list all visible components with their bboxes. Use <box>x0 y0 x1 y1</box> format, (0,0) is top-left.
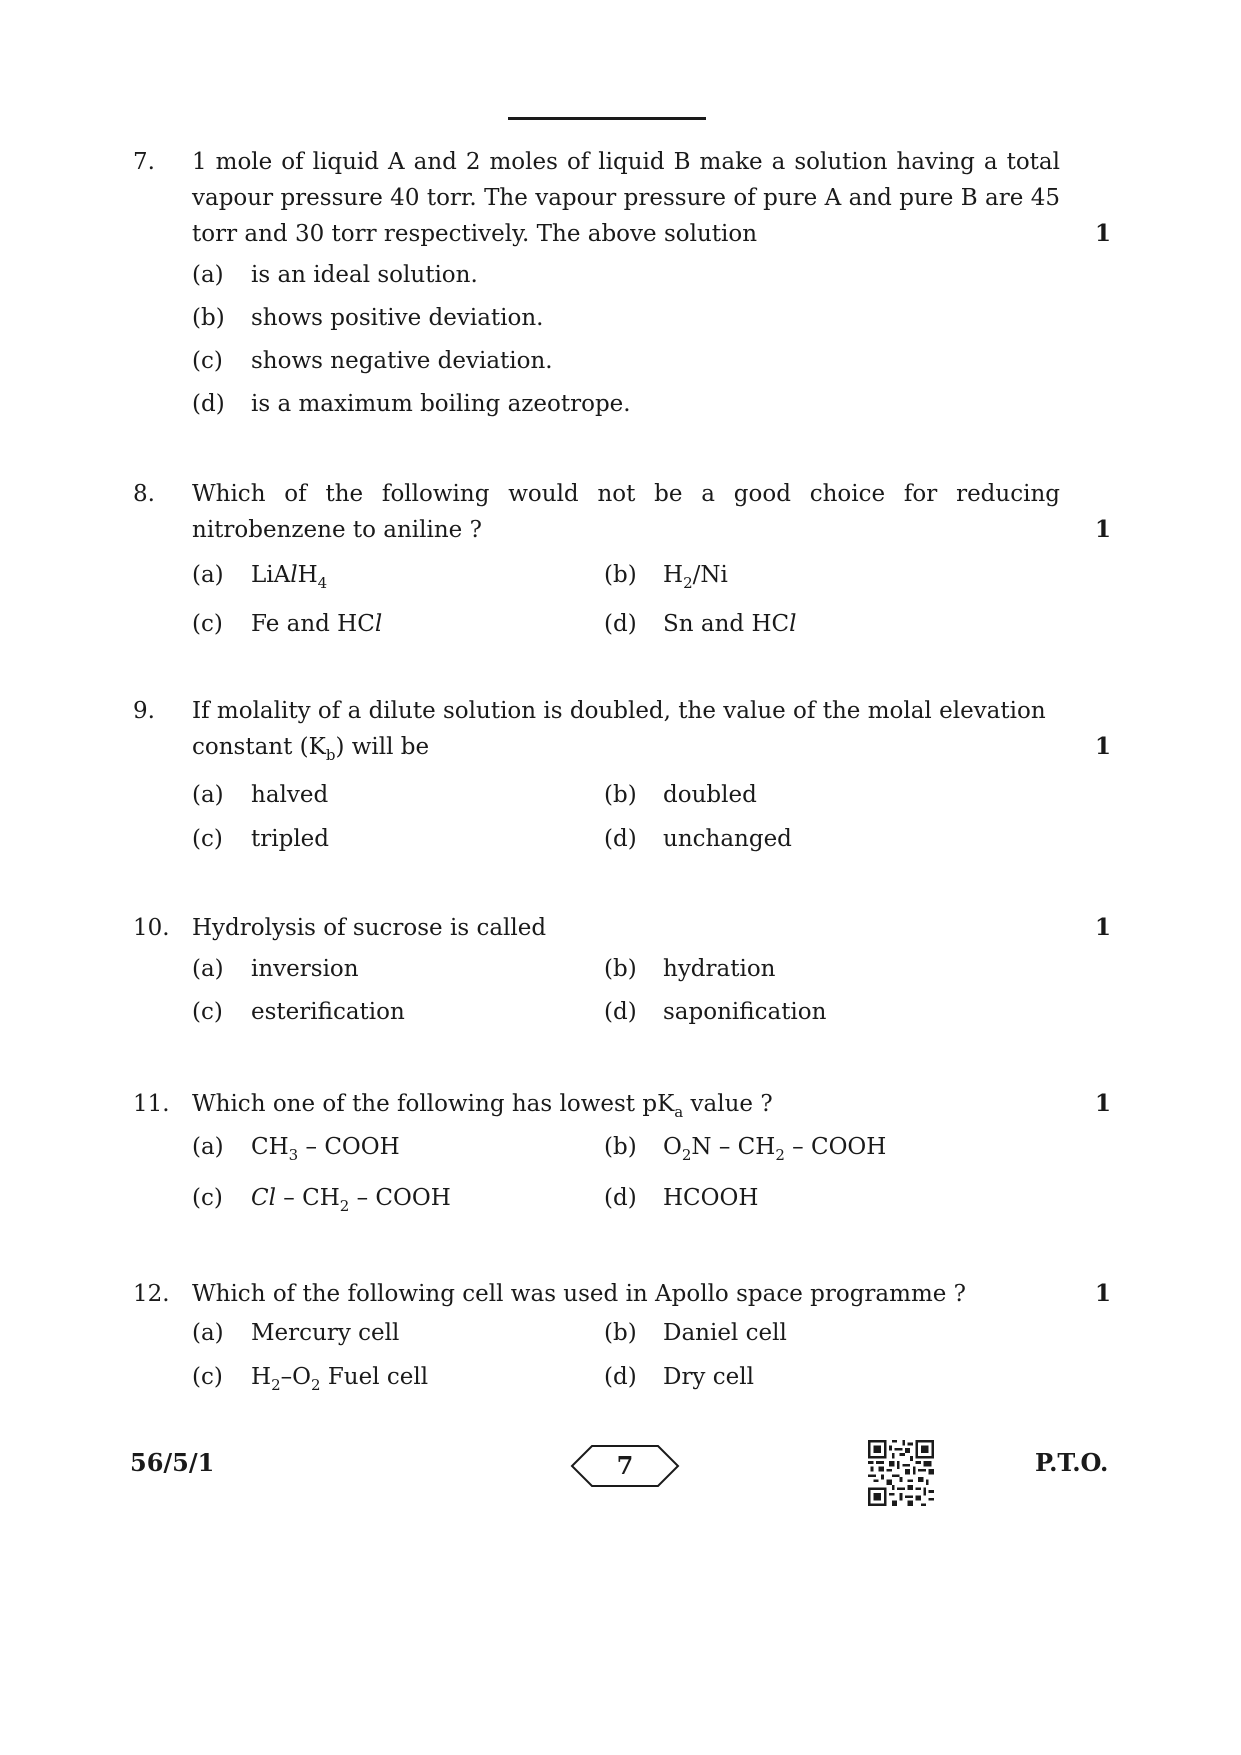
option-a: (a) inversion <box>192 956 359 982</box>
question-text: Which of the following cell was used in Apollo space programme ? <box>192 1281 967 1307</box>
question-10 <box>133 910 1111 946</box>
option-b: (b) Daniel cell <box>604 1320 787 1346</box>
question-marks: 1 <box>1094 914 1111 941</box>
option-c: (c) shows negative deviation. <box>192 348 553 374</box>
option-d: (d) saponification <box>604 999 827 1025</box>
option-d: (d) unchanged <box>604 826 792 852</box>
option-b: (b) hydration <box>604 956 776 982</box>
question-text: Hydrolysis of sucrose is called <box>192 915 547 941</box>
page-number-badge <box>570 1443 680 1489</box>
question-number: 9. <box>133 698 155 724</box>
paper-code: 56/5/1 <box>130 1448 215 1477</box>
please-turn-over: P.T.O. <box>1035 1448 1109 1477</box>
option-d: (d) Sn and HCl <box>604 611 797 637</box>
option-a: (a) Mercury cell <box>192 1320 400 1346</box>
option-c: (c) esterification <box>192 999 405 1025</box>
option-c: (c) Fe and HCl <box>192 611 383 637</box>
question-text: 1 mole of liquid A and 2 moles of liquid B make a solution having a total vapour pressure 40 torr. The vapour pressure of pure A and pure B are 45 torr and 30 torr respectively. The above solution <box>192 149 1060 247</box>
question-text: Which one of the following has lowest $pK_a$ value ? <box>192 1091 773 1121</box>
question-text-line-2: constant $(K_b)$ will be <box>192 734 430 764</box>
question-text-line-1: Which of the following would not be a good choice for reducing <box>192 481 1060 507</box>
option-d: (d) Dry cell <box>604 1364 754 1390</box>
question-text-line-2: nitrobenzene to aniline ? <box>192 517 482 543</box>
top-divider <box>508 117 706 120</box>
qr-code-icon <box>868 1440 934 1506</box>
question-9 <box>133 693 1111 765</box>
question-8 <box>133 476 1111 548</box>
option-a: (a) LiAlH$_4$ <box>192 562 328 592</box>
question-number: 8. <box>133 481 155 507</box>
question-number: 11. <box>133 1091 170 1117</box>
option-b: (b) $O_2N - CH_2$ – COOH <box>604 1134 887 1164</box>
question-12 <box>133 1276 1111 1312</box>
question-11 <box>133 1086 1111 1122</box>
option-c: (c) Cl – $CH_2$ – COOH <box>192 1185 451 1215</box>
option-a: (a) is an ideal solution. <box>192 262 478 288</box>
option-b: (b) doubled <box>604 782 757 808</box>
question-number: 7. <box>133 149 155 175</box>
page-number: 7 <box>616 1451 634 1480</box>
question-marks: 1 <box>1094 516 1111 543</box>
question-number: 10. <box>133 915 170 941</box>
option-c: (c) $H_2-O_2$ Fuel cell <box>192 1364 429 1394</box>
option-c: (c) tripled <box>192 826 330 852</box>
option-b: (b) $H_2/Ni$ <box>604 562 728 592</box>
option-b: (b) shows positive deviation. <box>192 305 544 331</box>
option-a: (a) $CH_3$ – COOH <box>192 1134 400 1164</box>
question-text-line-1: If molality of a dilute solution is doubled, the value of the molal elevation <box>192 698 1046 724</box>
question-marks: 1 <box>1094 1280 1111 1307</box>
question-7 <box>133 144 1111 252</box>
question-number: 12. <box>133 1281 170 1307</box>
question-marks: 1 <box>1094 733 1111 760</box>
question-marks: 1 <box>1094 1090 1111 1117</box>
option-a: (a) halved <box>192 782 329 808</box>
option-d: (d) HCOOH <box>604 1185 759 1211</box>
question-marks: 1 <box>1094 220 1111 247</box>
option-d: (d) is a maximum boiling azeotrope. <box>192 391 631 417</box>
